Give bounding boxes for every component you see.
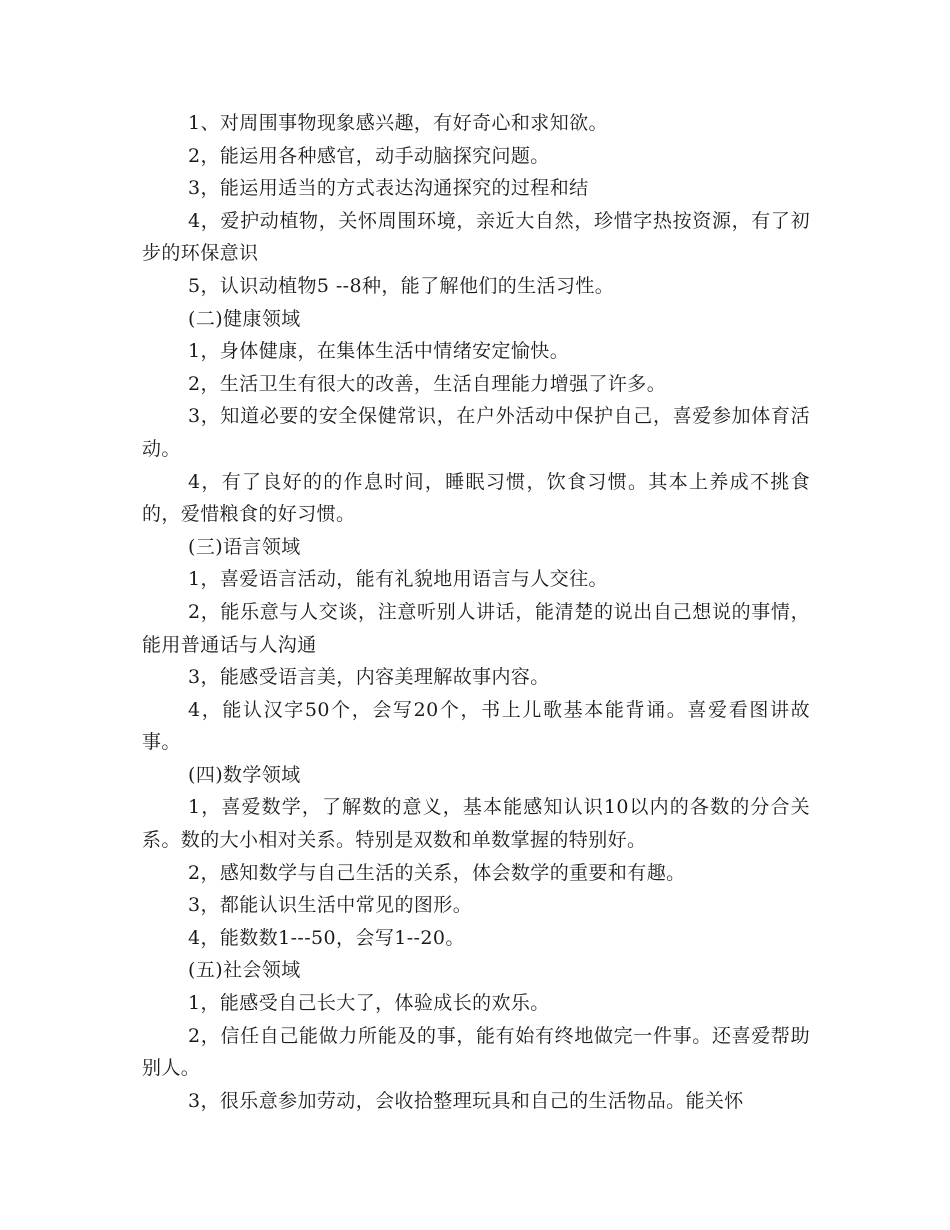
list-item: 1，身体健康，在集体生活中情绪安定愉快。 <box>188 340 570 363</box>
list-item: 5，认识动植物5 --8种，能了解他们的生活习性。 <box>188 274 615 297</box>
list-item: 1，喜爱数学，了解数的意义，基本能感知认识10以内的各数的分合关系。数的大小相对关系。特别是双数和单数掌握的特别好。 <box>142 796 810 852</box>
list-item: 2，信任自己能做力所能及的事，能有始有终地做完一件事。还喜爱帮助别人。 <box>142 1024 810 1080</box>
list-item: 1，能感受自己长大了，体验成长的欢乐。 <box>188 992 550 1015</box>
list-item: 2，生活卫生有很大的改善，生活自理能力增强了许多。 <box>188 372 667 395</box>
list-item: 1，喜爱语言活动，能有礼貌地用语言与人交往。 <box>188 568 608 591</box>
list-item: 3，能感受语言美，内容美理解故事内容。 <box>188 666 550 689</box>
list-item: 2，感知数学与自己生活的关系，体会数学的重要和有趣。 <box>188 861 686 884</box>
section-heading-math: (四)数学领域 <box>188 763 301 786</box>
section-heading-health: (二)健康领域 <box>188 307 301 330</box>
list-item: 3，都能认识生活中常见的图形。 <box>188 894 473 917</box>
section-heading-social: (五)社会领域 <box>188 959 301 982</box>
list-item: 2，能乐意与人交谈，注意听别人讲话，能清楚的说出自己想说的事情，能用普通话与人沟通 <box>142 600 810 656</box>
list-item: 3，很乐意参加劳动，会收拾整理玩具和自己的生活物品。能关怀 <box>188 1089 744 1112</box>
list-item: 3，知道必要的安全保健常识，在户外活动中保护自己，喜爱参加体育活动。 <box>142 405 810 460</box>
list-item: 4，爱护动植物，关怀周围环境，亲近大自然，珍惜字热按资源，有了初步的环保意识 <box>142 209 810 265</box>
list-item: 3，能运用适当的方式表达沟通探究的过程和结 <box>188 177 589 200</box>
section-heading-language: (三)语言领域 <box>188 535 301 558</box>
list-item: 4，能数数1---50，会写1--20。 <box>188 926 465 949</box>
list-item: 1、对周围事物现象感兴趣，有好奇心和求知欲。 <box>188 112 608 134</box>
list-item: 4，能认汉字50个，会写20个，书上儿歌基本能背诵。喜爱看图讲故事。 <box>142 698 810 754</box>
list-item: 2，能运用各种感官，动手动脑探究问题。 <box>188 144 550 167</box>
document-body <box>142 107 810 1117</box>
list-item: 4，有了良好的的作息时间，睡眠习惯，饮食习惯。其本上养成不挑食的，爱惜粮食的好习惯。 <box>142 470 810 526</box>
